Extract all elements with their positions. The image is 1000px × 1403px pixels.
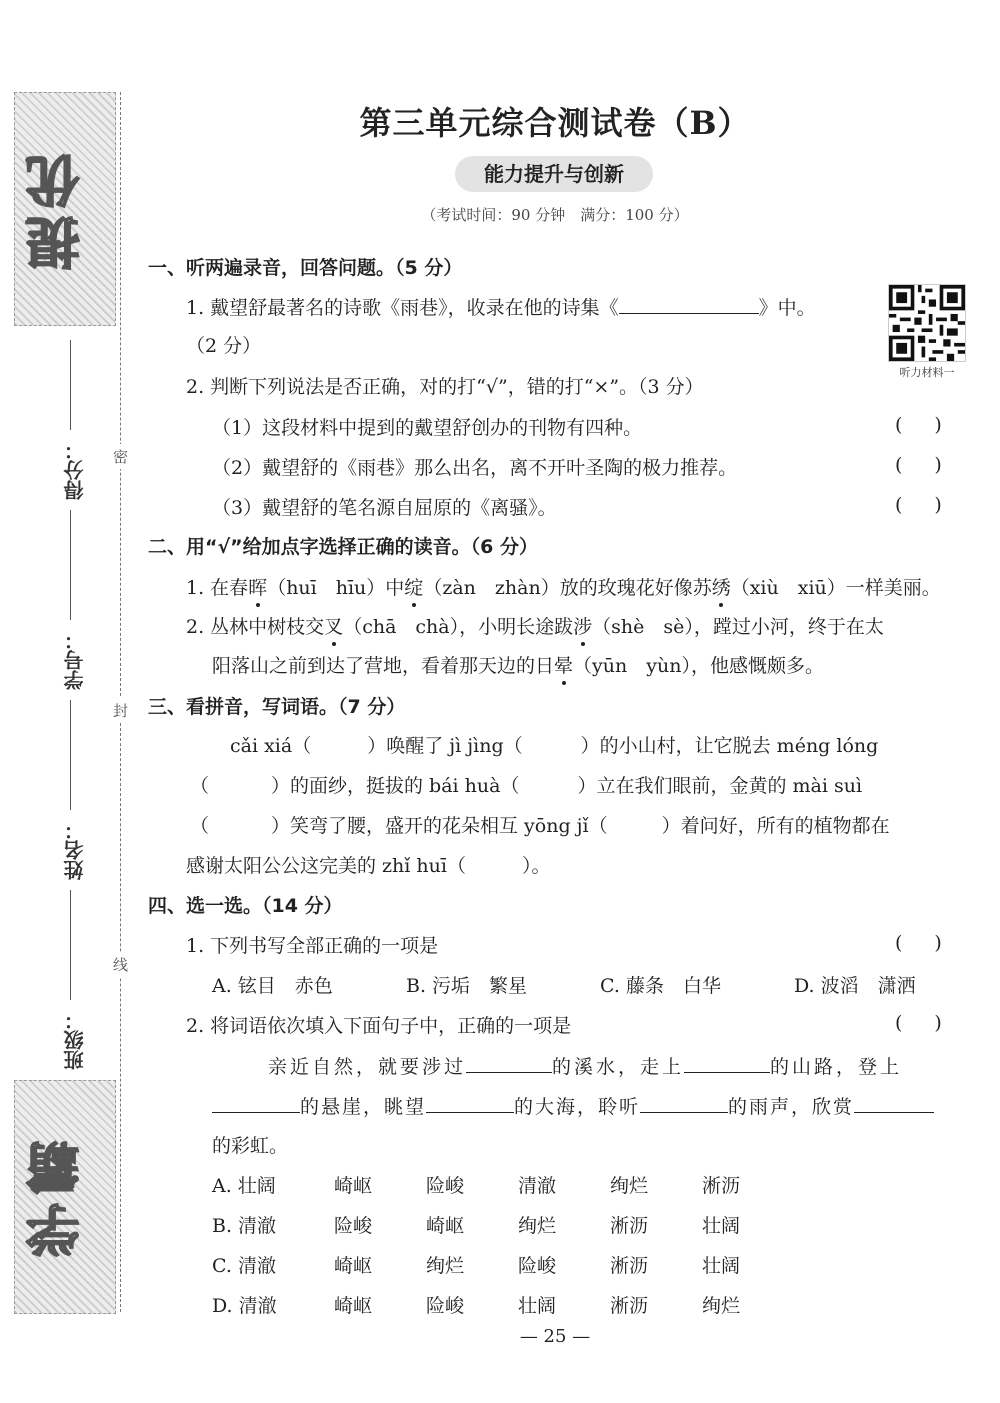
s1-q1-blank[interactable] (619, 293, 759, 314)
s1-item-3: （3）戴望舒的笔名源自屈原的《离骚》。 (212, 497, 557, 519)
option-row-b[interactable]: B. 清澈 险峻 崎岖 绚烂 淅沥 壮阔 (212, 1215, 741, 1237)
s4-passage-line-3: 的彩虹。 (212, 1135, 289, 1157)
s3-line-2: （ ）的面纱，挺拔的 bái huà（ ）立在我们眼前，金黄的 mài suì (190, 775, 863, 797)
s4-q1-option-d[interactable]: D. 波滔 潇洒 (794, 975, 916, 997)
qr-caption: 听力材料一 (899, 366, 955, 379)
s1-item-1: （1）这段材料中提到的戴望舒创办的刊物有四种。 (212, 417, 643, 439)
blank[interactable] (466, 1052, 552, 1073)
answer-bracket[interactable]: () (895, 1012, 974, 1034)
option-row-c[interactable]: C. 清澈 崎岖 绚烂 险峻 淅沥 壮阔 (212, 1255, 741, 1277)
s4-q1-option-a[interactable]: A. 铉目 赤色 (212, 975, 333, 997)
seal-xian: 线 (113, 952, 128, 977)
s2-line-2: 2. 丛林中树枝交叉（chā chà），小明长途跋涉（shè sè），蹚过小河，终于在太 (186, 616, 884, 638)
s3-line-4: 感谢太阳公公这完美的 zhǐ huī（ ）。 (186, 855, 551, 877)
answer-bracket[interactable]: () (895, 932, 974, 954)
exam-time-info: （考试时间：90 分钟 满分：100 分） (421, 206, 689, 224)
section-2-heading: 二、用“√”给加点字选择正确的读音。（6 分） (148, 536, 538, 558)
page-title: 第三单元综合测试卷（B） (359, 104, 751, 142)
s3-line-3: （ ）笑弯了腰，盛开的花朵相互 yōng jǐ（ ）着问好，所有的植物都在 (190, 815, 890, 837)
name-label: 姓名： (63, 820, 87, 880)
s4-q1-option-b[interactable]: B. 污垢 繁星 (406, 975, 528, 997)
s4-q1: 1. 下列书写全部正确的一项是 (186, 935, 439, 957)
page-number: — 25 — (519, 1326, 591, 1347)
s4-passage-line-2: 的悬崖，眺望 的大海，聆听 的雨声，欣赏 (212, 1092, 934, 1121)
answer-bracket[interactable]: () (895, 414, 974, 436)
brand-logo-bottom: 学霸 (25, 1133, 88, 1257)
blank[interactable] (640, 1092, 728, 1113)
seal-mi: 密 (113, 444, 128, 469)
brand-logo-top: 提优 (25, 146, 88, 270)
seal-feng: 封 (113, 698, 128, 723)
s2-line-1: 1. 在春晖（huī hīu）中绽（zàn zhàn）放的玫瑰花好像苏绣（xiù xiū）一样美丽。 (186, 577, 941, 599)
s1-q2: 2. 判断下列说法是否正确，对的打“√”，错的打“×”。（3 分） (186, 376, 704, 398)
answer-bracket[interactable]: () (895, 454, 974, 476)
section-4-heading: 四、选一选。（14 分） (148, 895, 343, 917)
s4-q2: 2. 将词语依次填入下面句子中，正确的一项是 (186, 1015, 572, 1037)
class-label: 班级： (63, 1010, 87, 1070)
qr-code-icon[interactable] (888, 284, 966, 362)
s2-line-3: 阳落山之前到达了营地，看着那天边的日晕（yūn yùn），他感慨颇多。 (212, 655, 824, 677)
section-1-heading: 一、听两遍录音，回答问题。（5 分） (148, 257, 463, 279)
s1-q1: 1. 戴望舒最著名的诗歌《雨巷》，收录在他的诗集《 》中。 (186, 293, 816, 322)
option-row-d[interactable]: D. 清澈 崎岖 险峻 壮阔 淅沥 绚烂 (212, 1295, 741, 1317)
page-subtitle: 能力提升与创新 (455, 156, 653, 192)
blank[interactable] (854, 1092, 934, 1113)
option-row-a[interactable]: A. 壮阔 崎岖 险峻 清澈 绚烂 淅沥 (212, 1175, 741, 1197)
section-3-heading: 三、看拼音，写词语。（7 分） (148, 696, 406, 718)
answer-bracket[interactable]: () (895, 494, 974, 516)
s3-line-1: cǎi xiá（ ）唤醒了 jì jìng（ ）的小山村，让它脱去 méng lóng (230, 735, 879, 757)
s4-passage-line-1: 亲近自然，就要涉过 的溪水，走上 的山路，登上 (268, 1052, 902, 1081)
student-id-label: 学号： (63, 630, 87, 690)
blank[interactable] (426, 1092, 514, 1113)
s1-item-2: （2）戴望舒的《雨巷》那么出名，离不开叶圣陶的极力推荐。 (212, 457, 738, 479)
score-label: 得分： (63, 440, 87, 500)
s1-q1-score: （2 分） (186, 335, 262, 357)
s4-q1-option-c[interactable]: C. 藤条 白华 (600, 975, 721, 997)
blank[interactable] (212, 1092, 300, 1113)
blank[interactable] (684, 1052, 770, 1073)
